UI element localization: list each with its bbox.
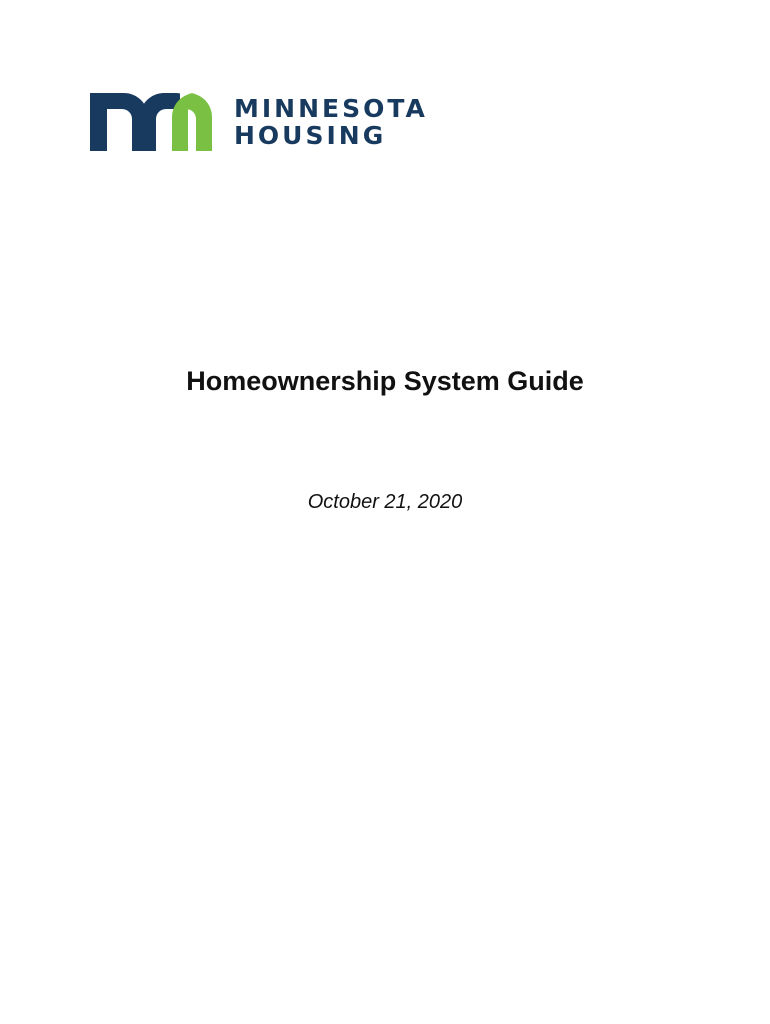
document-title: Homeownership System Guide	[186, 366, 584, 396]
logo-line-housing: HOUSING	[234, 121, 387, 150]
logo-n-arch	[172, 93, 212, 151]
logo-m-left-arch	[90, 93, 148, 151]
mn-logo-mark-icon	[90, 93, 212, 151]
logo-wordmark	[234, 95, 428, 149]
logo-line-minnesota: MINNESOTA	[234, 94, 428, 123]
document-date: October 21, 2020	[307, 491, 463, 513]
minnesota-housing-logo	[90, 93, 428, 151]
